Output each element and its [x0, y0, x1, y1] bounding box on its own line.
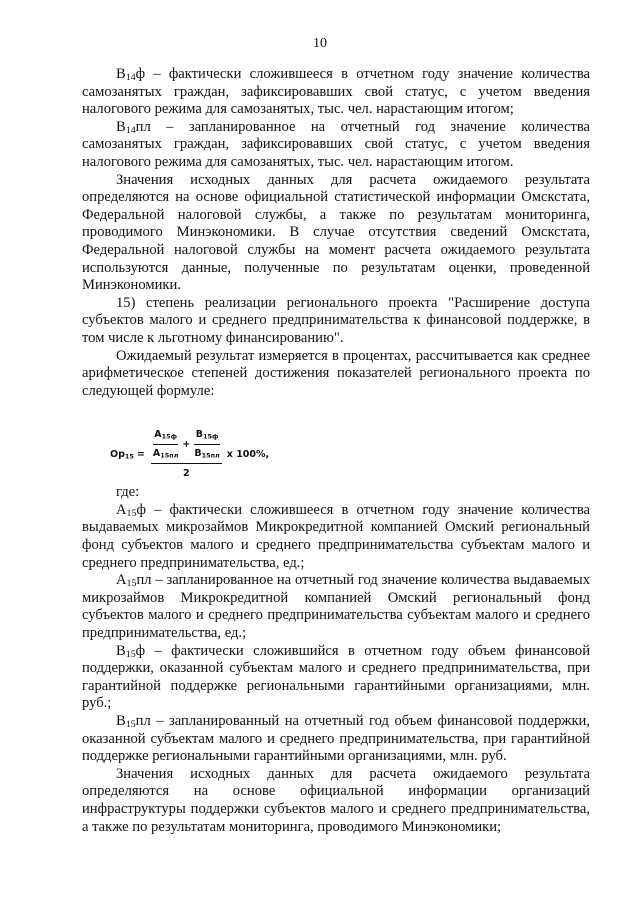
definition-a15f: $А_{15}ф$ – фактически сложившееся в отчетном году значение количества выдаваемых микрозаймов Микрокредитной компанией Омский региональный фонд субъектов малого и среднего предпринимательства субъектам малого и среднего предпринимательства, ед.; — [82, 501, 590, 571]
formula-tail: х 100%, — [226, 448, 270, 460]
formula-fraction-a: $\frac{А_{15ф}}{А_{15пл}}$ — [152, 429, 179, 460]
formula-fraction-b: $\frac{В_{15ф}}{В_{15пл}}$ — [194, 429, 220, 460]
definition-b14f: $В_{14}ф$ – фактически сложившееся в отчетном году значение количества самозанятых граждан, зафиксировавших свой статус, с учетом введения налогового режима для самозанятых, тыс. чел. нарастающим итогом; — [82, 66, 590, 118]
definition-b15f: $В_{15}ф$ – фактически сложившийся в отчетном году объем финансовой поддержки, оказанной субъектам малого и среднего предпринимательства, при гарантийной поддержке региональными гарантийными организациями, млн. руб.; — [82, 642, 590, 712]
closing-paragraph: Значения исходных данных для расчета ожидаемого результата определяются на основе официальной информации организаций инфраструктуры поддержки субъектов малого и среднего предпринимательства, а также по результатам мониторинга, проводимого Минэкономики; — [82, 765, 590, 835]
definition-b14pl: $В_{14}пл$ – запланированное на отчетный год значение количества самозанятых граждан, зафиксировавших свой статус, с учетом введения налогового режима для самозанятых, тыс. чел. нарастающим итогом. — [82, 118, 590, 170]
formula-block — [82, 404, 590, 484]
source-data-paragraph: Значения исходных данных для расчета ожидаемого результата определяются на основе официальной статистической информации Омскстата, Федеральной налоговой службы, а также по результатам мониторинга, проводимого Минэкономики. В случае отсутствия сведений Омскстата, Федеральной налоговой службы на момент расчета ожидаемого результата используются данные, полученные по результатам оценки, проведенной Минэкономики. — [82, 171, 590, 294]
where-label: где: — [116, 484, 140, 501]
definition-b15pl: $В_{15}пл$ – запланированный на отчетный год объем финансовой поддержки, оказанной субъектам малого и среднего предпринимательства, при гарантийной поддержке региональными гарантийными организациями, млн. руб. — [82, 713, 590, 765]
formula-plus: + — [182, 438, 191, 450]
item-15-heading: 15) степень реализации регионального проекта "Расширение доступа субъектов малого и среднего предпринимательства к финансовой поддержке, в том числе к льготному финансированию". — [82, 294, 590, 346]
formula-equals: = — [136, 448, 145, 460]
formula-lhs: $Ор_{15}$ — [110, 448, 134, 461]
calculation-intro: Ожидаемый результат измеряется в процентах, рассчитывается как среднее арифметическое степеней достижения показателей регионального проекта по следующей формуле: — [82, 347, 590, 399]
formula-main-fraction — [151, 426, 222, 483]
definition-a15pl: $А_{15}пл$ – запланированное на отчетный год значение количества выдаваемых микрозаймов Микрокредитной компанией Омский региональный фонд субъектов малого и среднего предпринимательства субъектам малого и среднего предпринимательства, ед.; — [82, 572, 590, 642]
formula-divisor: 2 — [182, 468, 190, 480]
page-number: 10 — [313, 36, 327, 51]
document-body — [82, 66, 590, 836]
formula — [110, 426, 269, 483]
